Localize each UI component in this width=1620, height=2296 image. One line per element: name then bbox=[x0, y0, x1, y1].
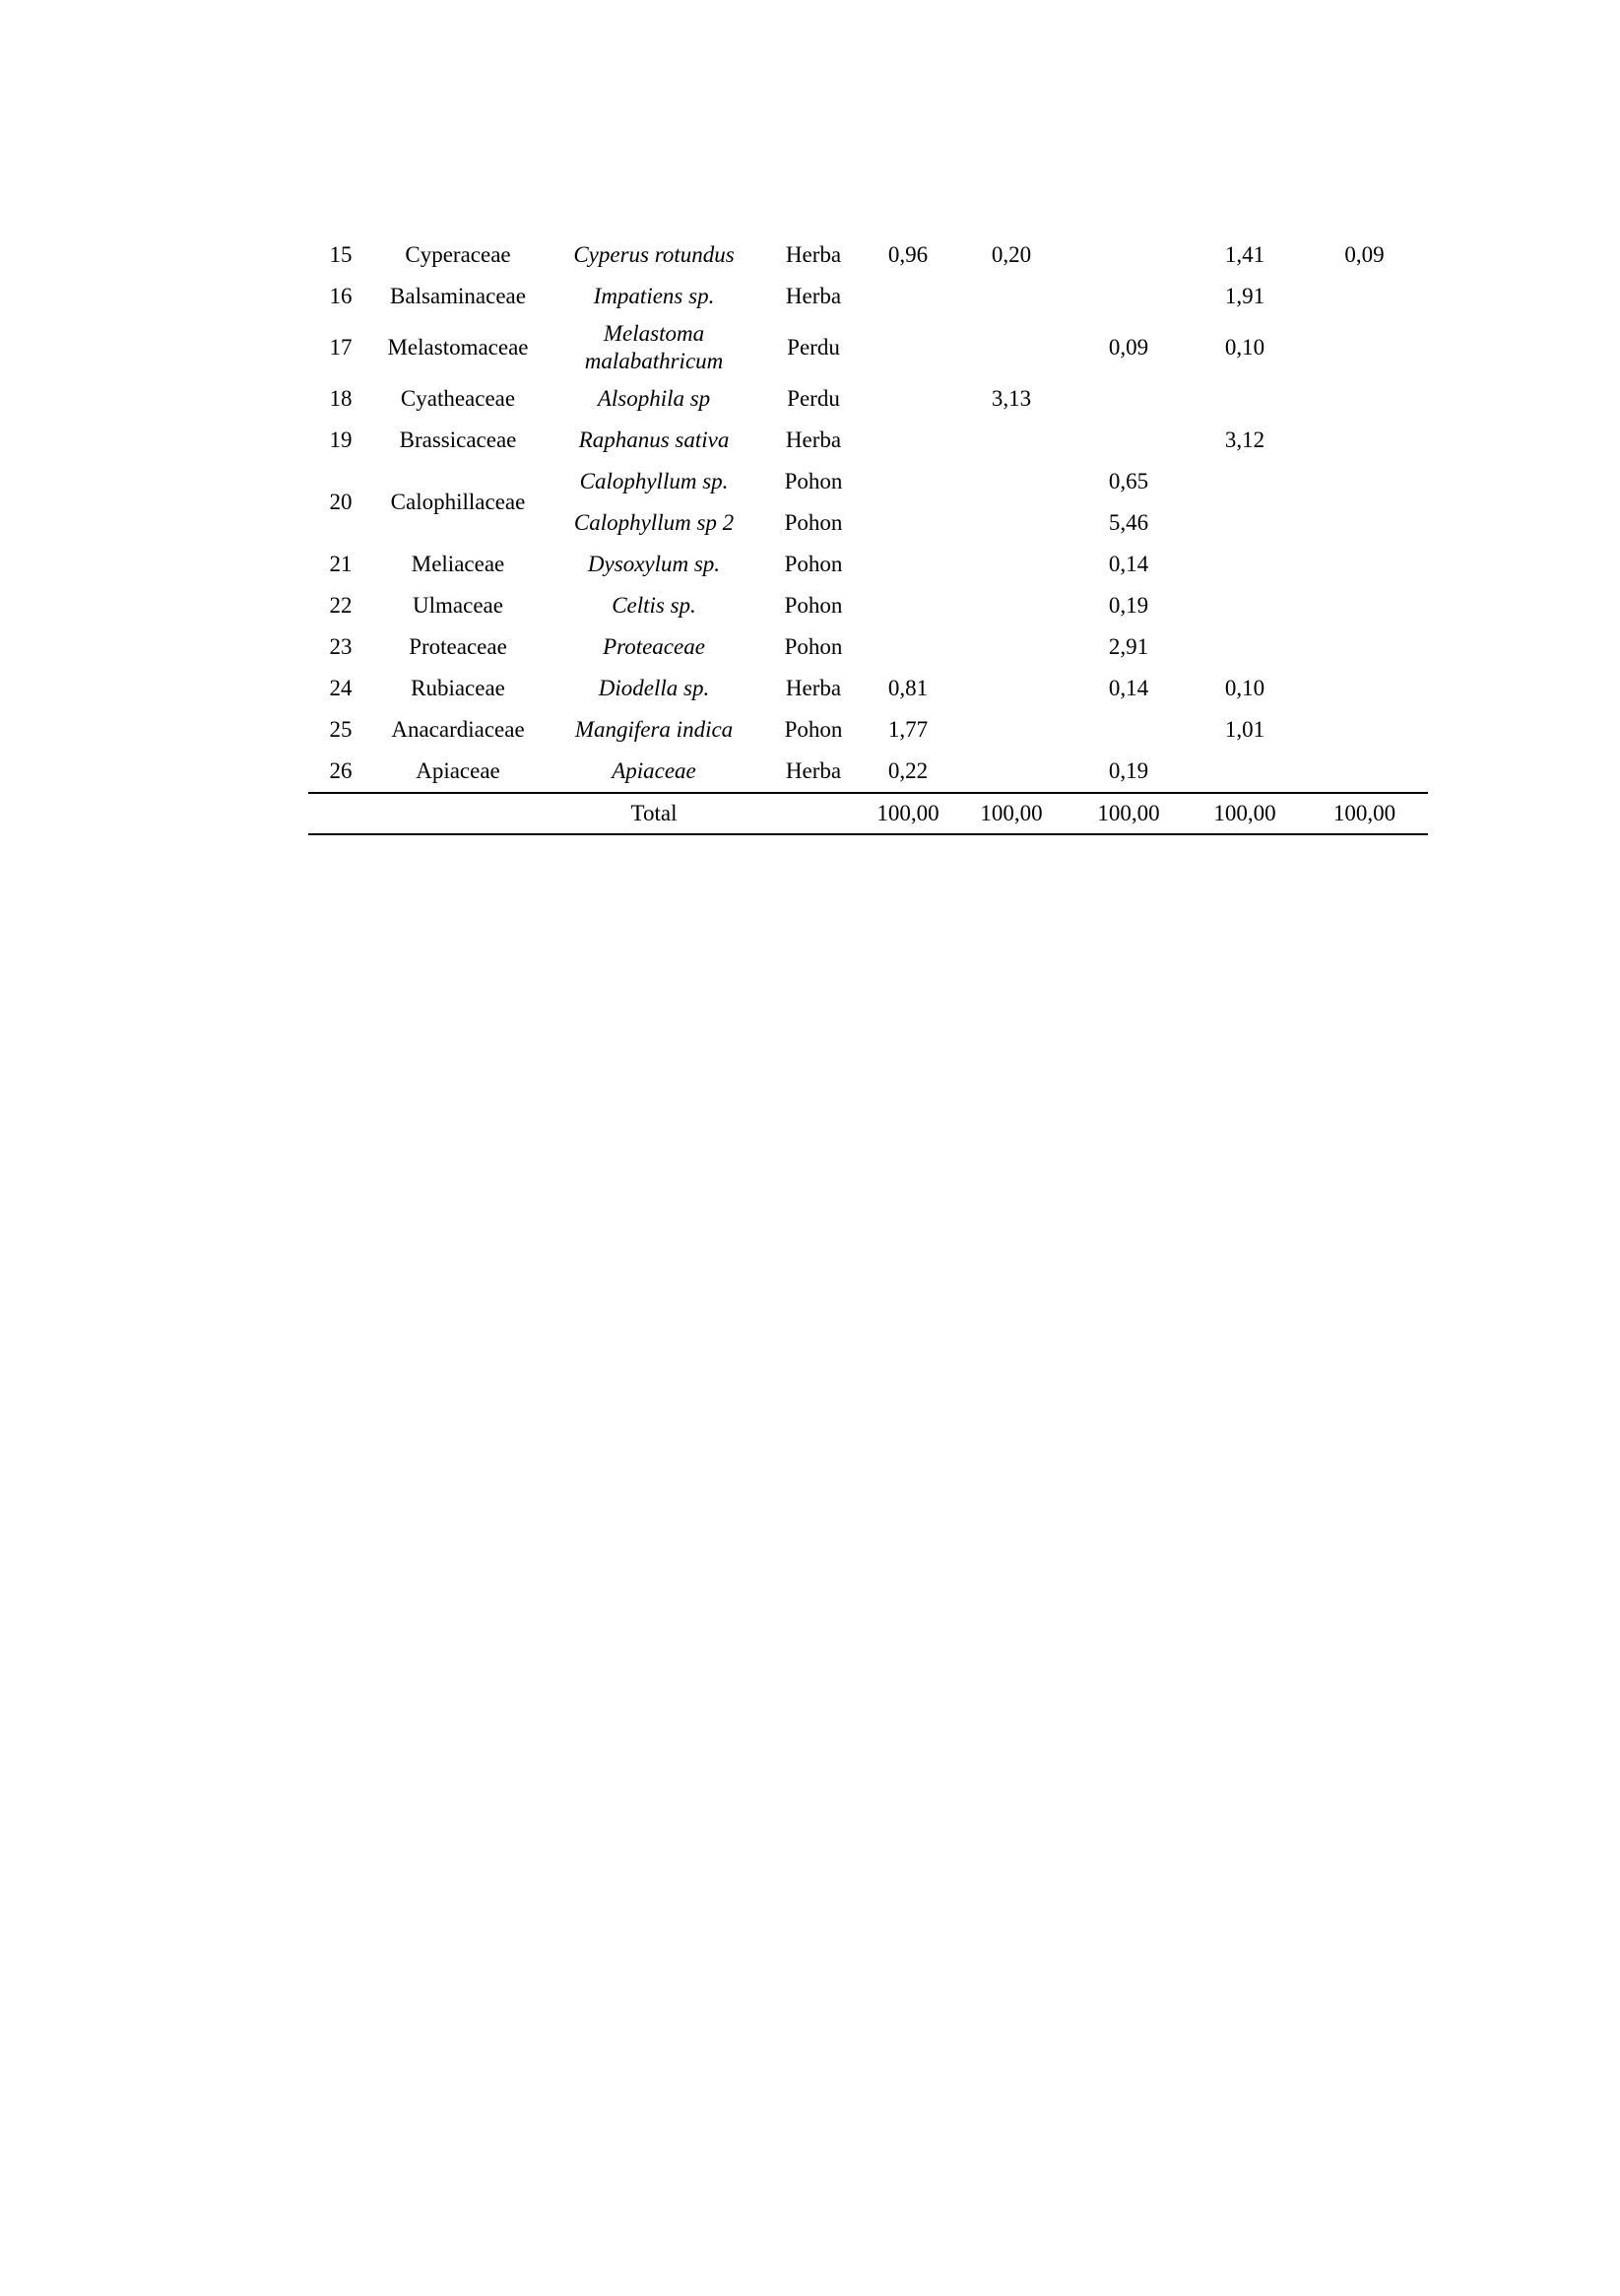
row-number: 22 bbox=[329, 593, 353, 618]
species-cell: Apiaceae bbox=[612, 758, 696, 783]
species-cell: Cyperus rotundus bbox=[573, 242, 735, 267]
value-cell bbox=[1301, 420, 1428, 461]
species-cell: Mangifera indica bbox=[574, 717, 734, 742]
habit-cell: Perdu bbox=[787, 386, 840, 411]
value-cell bbox=[1301, 276, 1428, 317]
family-cell: Brassicaceae bbox=[399, 427, 517, 452]
value-cell bbox=[1301, 709, 1428, 751]
value-cell: 0,10 bbox=[1224, 676, 1265, 700]
table-row bbox=[308, 751, 1428, 793]
value-cell bbox=[862, 585, 954, 626]
value-cell: 0,19 bbox=[1108, 758, 1149, 783]
species-cell: Proteaceae bbox=[603, 634, 705, 659]
value-cell bbox=[954, 502, 1069, 544]
table-row bbox=[308, 234, 1428, 276]
value-cell bbox=[1069, 378, 1189, 420]
total-value: 100,00 bbox=[954, 793, 1069, 834]
value-cell bbox=[1301, 585, 1428, 626]
value-cell bbox=[862, 461, 954, 502]
value-cell: 0,22 bbox=[887, 758, 929, 783]
table-row bbox=[308, 461, 1428, 502]
value-cell bbox=[954, 461, 1069, 502]
value-cell bbox=[1189, 585, 1301, 626]
species-cell: Calophyllum sp 2 bbox=[573, 510, 735, 535]
habit-cell: Pohon bbox=[784, 593, 843, 618]
species-cell: Calophyllum sp. bbox=[579, 469, 729, 493]
table-row bbox=[308, 585, 1428, 626]
row-number: 26 bbox=[329, 758, 353, 783]
value-cell: 0,65 bbox=[1108, 469, 1149, 493]
value-cell bbox=[1189, 751, 1301, 793]
family-cell: Cyperaceae bbox=[405, 242, 511, 267]
row-number: 25 bbox=[329, 717, 353, 742]
species-cell: Dysoxylum sp. bbox=[587, 552, 721, 576]
table-row bbox=[308, 317, 1428, 378]
row-number: 19 bbox=[329, 427, 353, 452]
family-cell: Cyatheaceae bbox=[400, 386, 516, 411]
value-cell bbox=[1189, 461, 1301, 502]
value-cell: 2,91 bbox=[1108, 634, 1149, 659]
family-cell: Ulmaceae bbox=[413, 593, 503, 618]
value-cell bbox=[1069, 420, 1189, 461]
habit-cell: Pohon bbox=[784, 552, 843, 576]
value-cell bbox=[1301, 626, 1428, 668]
value-cell: 0,10 bbox=[1224, 335, 1265, 360]
value-cell bbox=[1069, 276, 1189, 317]
value-cell: 0,09 bbox=[1108, 335, 1149, 360]
family-cell: Rubiaceae bbox=[411, 676, 505, 700]
row-number: 23 bbox=[329, 634, 353, 659]
total-label: Total bbox=[543, 793, 765, 834]
value-cell bbox=[954, 626, 1069, 668]
table-row bbox=[308, 420, 1428, 461]
family-cell: Calophillaceae bbox=[390, 490, 526, 514]
value-cell bbox=[1069, 234, 1189, 276]
value-cell bbox=[954, 585, 1069, 626]
value-cell bbox=[862, 502, 954, 544]
value-cell: 0,81 bbox=[887, 676, 929, 700]
total-empty-cell bbox=[308, 793, 373, 834]
value-cell bbox=[1189, 544, 1301, 585]
family-cell: Balsaminaceae bbox=[390, 284, 526, 308]
family-cell: Meliaceae bbox=[411, 552, 505, 576]
row-number: 24 bbox=[329, 676, 353, 700]
value-cell bbox=[862, 420, 954, 461]
pollen-table bbox=[308, 234, 1428, 835]
family-cell: Proteaceae bbox=[409, 634, 507, 659]
value-cell bbox=[1301, 502, 1428, 544]
habit-cell: Pohon bbox=[784, 469, 843, 493]
habit-cell: Pohon bbox=[784, 717, 843, 742]
row-number: 15 bbox=[329, 242, 353, 267]
value-cell bbox=[1189, 502, 1301, 544]
table-row bbox=[308, 626, 1428, 668]
value-cell: 0,96 bbox=[887, 242, 929, 267]
value-cell bbox=[1301, 544, 1428, 585]
value-cell bbox=[1189, 626, 1301, 668]
family-cell: Melastomaceae bbox=[387, 335, 529, 360]
table-row bbox=[308, 668, 1428, 709]
species-cell: Diodella sp. bbox=[598, 676, 710, 700]
value-cell: 3,13 bbox=[991, 386, 1032, 411]
family-cell: Apiaceae bbox=[416, 758, 500, 783]
value-cell bbox=[954, 544, 1069, 585]
value-cell bbox=[862, 276, 954, 317]
value-cell: 1,01 bbox=[1224, 717, 1265, 742]
habit-cell: Herba bbox=[785, 758, 842, 783]
habit-cell: Herba bbox=[785, 427, 842, 452]
value-cell bbox=[862, 317, 954, 378]
habit-cell: Pohon bbox=[784, 634, 843, 659]
total-row bbox=[308, 793, 1428, 834]
value-cell bbox=[954, 276, 1069, 317]
value-cell: 0,19 bbox=[1108, 593, 1149, 618]
value-cell bbox=[954, 668, 1069, 709]
row-number: 20 bbox=[329, 490, 353, 514]
value-cell bbox=[1301, 751, 1428, 793]
value-cell: 3,12 bbox=[1224, 427, 1265, 452]
value-cell: 1,41 bbox=[1224, 242, 1265, 267]
species-cell: Raphanus sativa bbox=[578, 427, 730, 452]
species-cell: Melastoma malabathricum bbox=[584, 321, 724, 373]
value-cell: 0,14 bbox=[1108, 676, 1149, 700]
value-cell bbox=[1301, 461, 1428, 502]
value-cell: 1,77 bbox=[887, 717, 929, 742]
value-cell bbox=[1301, 668, 1428, 709]
value-cell: 5,46 bbox=[1108, 510, 1149, 535]
row-number: 16 bbox=[329, 284, 353, 308]
habit-cell: Herba bbox=[785, 242, 842, 267]
table-row bbox=[308, 276, 1428, 317]
value-cell bbox=[862, 378, 954, 420]
total-empty-cell bbox=[373, 793, 543, 834]
species-cell: Alsophila sp bbox=[597, 386, 711, 411]
value-cell bbox=[1301, 317, 1428, 378]
value-cell bbox=[954, 317, 1069, 378]
habit-cell: Pohon bbox=[784, 510, 843, 535]
total-empty-cell bbox=[765, 793, 862, 834]
total-value: 100,00 bbox=[862, 793, 954, 834]
value-cell: 0,14 bbox=[1108, 552, 1149, 576]
row-number: 17 bbox=[329, 335, 353, 360]
value-cell bbox=[862, 544, 954, 585]
value-cell bbox=[1189, 378, 1301, 420]
row-number: 18 bbox=[329, 386, 353, 411]
value-cell bbox=[862, 626, 954, 668]
table-row bbox=[308, 709, 1428, 751]
total-value: 100,00 bbox=[1069, 793, 1189, 834]
value-cell bbox=[1069, 709, 1189, 751]
species-cell: Celtis sp. bbox=[612, 593, 696, 618]
total-value: 100,00 bbox=[1189, 793, 1301, 834]
value-cell: 0,20 bbox=[991, 242, 1032, 267]
habit-cell: Herba bbox=[785, 284, 842, 308]
species-cell: Impatiens sp. bbox=[593, 284, 715, 308]
value-cell bbox=[1301, 378, 1428, 420]
value-cell: 1,91 bbox=[1224, 284, 1265, 308]
table-row bbox=[308, 378, 1428, 420]
table-row bbox=[308, 544, 1428, 585]
row-number: 21 bbox=[329, 552, 353, 576]
habit-cell: Perdu bbox=[787, 335, 840, 360]
total-value: 100,00 bbox=[1301, 793, 1428, 834]
value-cell bbox=[954, 751, 1069, 793]
value-cell bbox=[954, 709, 1069, 751]
habit-cell: Herba bbox=[785, 676, 842, 700]
value-cell bbox=[954, 420, 1069, 461]
value-cell: 0,09 bbox=[1344, 242, 1385, 267]
family-cell: Anacardiaceae bbox=[391, 717, 525, 742]
